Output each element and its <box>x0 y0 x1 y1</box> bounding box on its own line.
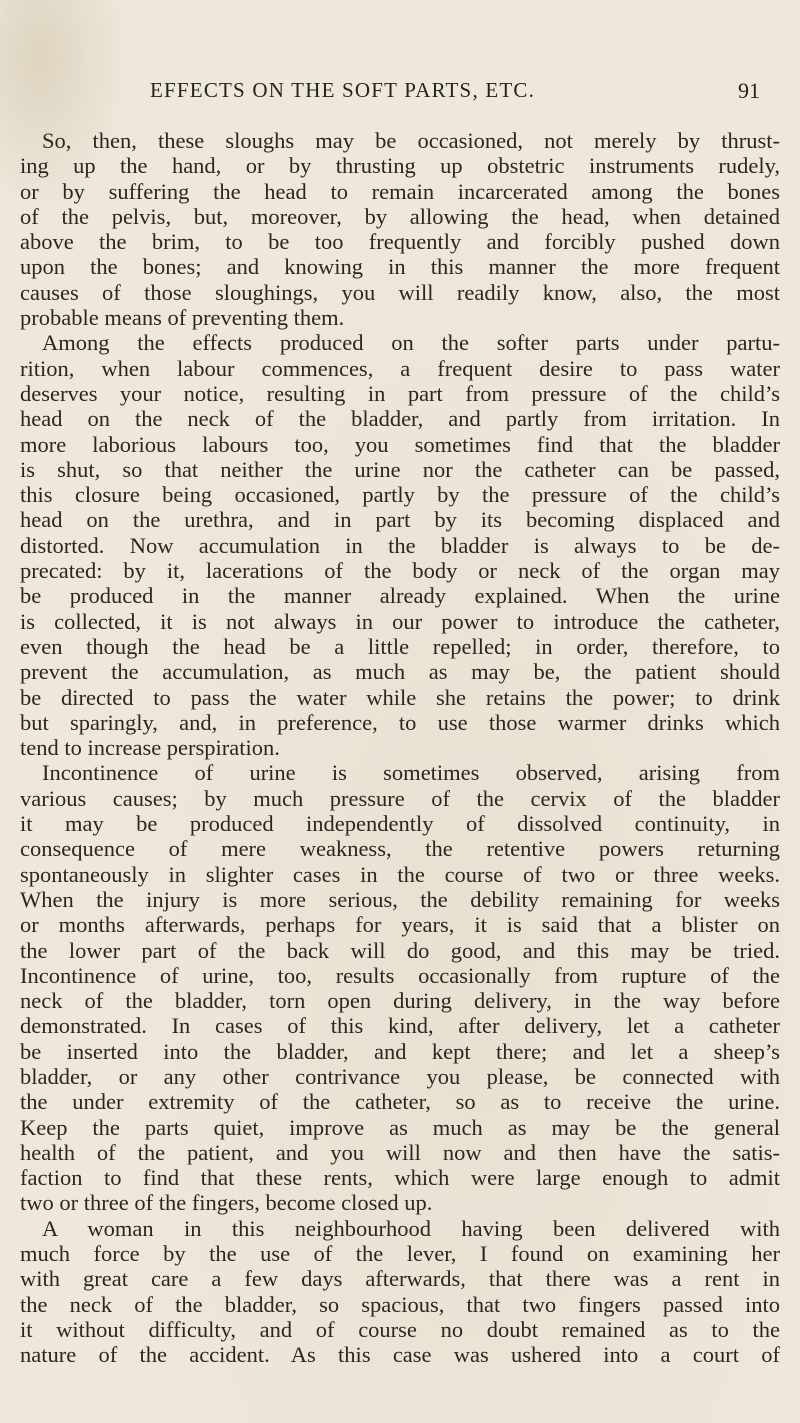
text-line: precated: by it, lacerations of the body or neck of the organ may <box>20 558 780 584</box>
text-line: distorted. Now accumulation in the bladder is always to be de- <box>20 532 780 558</box>
text-line: be produced in the manner already explained. When the urine <box>20 583 780 609</box>
text-line: faction to find that these rents, which were large enough to admit <box>20 1165 780 1191</box>
text-line: upon the bones; and knowing in this manner the more frequent <box>20 254 780 280</box>
text-line: demonstrated. In cases of this kind, after delivery, let a catheter <box>20 1013 780 1039</box>
text-line: neck of the bladder, torn open during delivery, in the way before <box>20 988 780 1014</box>
text-line: Incontinence of urine, too, results occasionally from rupture of the <box>20 962 780 988</box>
text-line: rition, when labour commences, a frequent desire to pass water <box>20 355 780 381</box>
text-line: this closure being occasioned, partly by the pressure of the child’s <box>20 482 780 508</box>
text-line: is collected, it is not always in our power to introduce the catheter, <box>20 608 780 634</box>
text-line: the lower part of the back will do good, and this may be tried. <box>20 937 780 963</box>
text-line: bladder, or any other contrivance you please, be connected with <box>20 1063 780 1089</box>
text-line: above the brim, to be too frequently and forcibly pushed down <box>20 229 780 255</box>
text-line: So, then, these sloughs may be occasioned, not merely by thrust- <box>42 128 780 153</box>
text-line: with great care a few days afterwards, that there was a rent in <box>20 1266 780 1292</box>
text-line: it may be produced independently of dissolved continuity, in <box>20 811 780 837</box>
text-line: be directed to pass the water while she retains the power; to drink <box>20 684 780 710</box>
text-line: head on the urethra, and in part by its becoming displaced and <box>20 507 780 533</box>
text-line: it without difficulty, and of course no doubt remained as to the <box>20 1316 780 1342</box>
text-line: A woman in this neighbourhood having been delivered with <box>42 1215 780 1241</box>
text-line: various causes; by much pressure of the cervix of the bladder <box>20 785 780 811</box>
text-line: When the injury is more serious, the debility remaining for weeks <box>20 886 780 912</box>
text-line: or months afterwards, perhaps for years, it is said that a blister on <box>20 912 780 938</box>
text-line: or by suffering the head to remain incarcerated among the bones <box>20 178 780 204</box>
text-line: consequence of mere weakness, the retentive powers returning <box>20 836 780 862</box>
text-line: head on the neck of the bladder, and partly from irritation. In <box>20 406 780 432</box>
text-line: nature of the accident. As this case was ushered into a court of <box>20 1342 780 1368</box>
text-line: the under extremity of the catheter, so as to receive the urine. <box>20 1089 780 1115</box>
text-line: deserves your notice, resulting in part from pressure of the child’s <box>20 380 780 406</box>
text-line: Keep the parts quiet, improve as much as may be the general <box>20 1114 780 1140</box>
body-text <box>20 128 780 1368</box>
text-line: but sparingly, and, in preference, to use those warmer drinks which <box>20 709 780 735</box>
running-header <box>150 78 760 108</box>
text-line: probable means of preventing them. <box>20 305 345 331</box>
text-line: even though the head be a little repelled; in order, therefore, to <box>20 633 780 659</box>
text-line: causes of those sloughings, you will readily know, also, the most <box>20 279 780 305</box>
text-line: the neck of the bladder, so spacious, that two fingers passed into <box>20 1291 780 1317</box>
running-title: EFFECTS ON THE SOFT PARTS, ETC. <box>150 78 536 102</box>
text-line: Among the effects produced on the softer parts under partu- <box>42 330 780 356</box>
text-line: be inserted into the bladder, and kept there; and let a sheep’s <box>20 1038 780 1064</box>
text-line: two or three of the fingers, become closed up. <box>20 1190 433 1216</box>
text-line: more laborious labours too, you sometimes find that the bladder <box>20 431 780 457</box>
text-line: prevent the accumulation, as much as may be, the patient should <box>20 659 780 685</box>
text-line: Incontinence of urine is sometimes observed, arising from <box>42 760 780 786</box>
text-line: ing up the hand, or by thrusting up obstetric instruments rudely, <box>20 153 780 179</box>
text-line: much force by the use of the lever, I found on examining her <box>20 1241 780 1267</box>
text-line: tend to increase perspiration. <box>20 735 280 761</box>
text-line: health of the patient, and you will now and then have the satis- <box>20 1139 780 1165</box>
text-line: is shut, so that neither the urine nor the catheter can be passed, <box>20 456 780 482</box>
text-line: spontaneously in slighter cases in the course of two or three weeks. <box>20 861 780 887</box>
text-line: of the pelvis, but, moreover, by allowing the head, when detained <box>20 203 780 229</box>
page-number: 91 <box>738 78 760 103</box>
